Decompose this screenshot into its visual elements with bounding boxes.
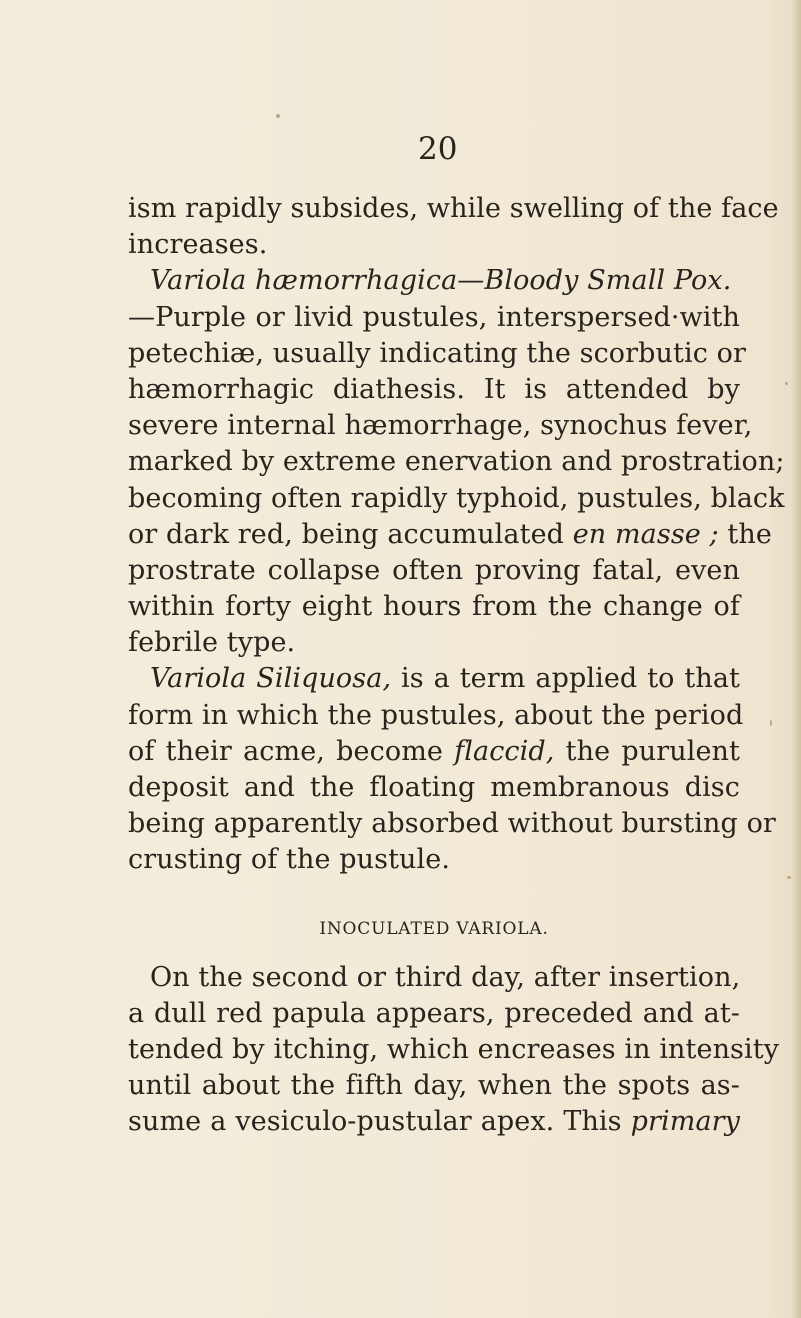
paragraph-lead-variola-siliquosa xyxy=(128,661,740,697)
text-line: tended by itching, which encreases in intensity xyxy=(128,1033,780,1065)
text-line xyxy=(128,734,740,770)
text-line: severe internal hæmorrhage, synochus fever, xyxy=(128,410,753,442)
text-run: of their acme, become xyxy=(128,735,455,767)
text-line: marked by extreme enervation and prostration; xyxy=(128,446,785,478)
text-line: becoming often rapidly typhoid, pustules, black xyxy=(128,482,785,514)
page-edge-shadow xyxy=(791,0,801,1318)
text-line: form in which the pustules, about the period xyxy=(128,699,744,731)
page-number: 20 xyxy=(418,131,458,167)
text-run: is a term applied to that xyxy=(391,663,740,695)
paper-speck xyxy=(785,382,788,385)
text-line: ism rapidly subsides, while swelling of the face xyxy=(128,193,779,224)
text-line: a dull red papula appears, preceded and at- xyxy=(128,997,740,1029)
text-line: —Purple or livid pustules, interspersed·with xyxy=(128,301,740,333)
text-line: prostrate collapse often proving fatal, even xyxy=(128,554,740,586)
body-text xyxy=(128,191,785,1141)
text-run: the xyxy=(718,518,772,550)
text-line: petechiæ, usually indicating the scorbutic or xyxy=(128,337,746,369)
paper-speck xyxy=(787,876,791,879)
text-run: or dark red, being accumulated xyxy=(128,518,573,550)
italic-phrase-en-masse: en masse ; xyxy=(572,518,719,550)
text-run: the purulent xyxy=(554,735,740,767)
italic-heading-variola-haemorrhagica: Variola hæmorrhagica—Bloody Small Pox. xyxy=(150,265,732,297)
section-heading: INOCULATED VARIOLA. xyxy=(319,918,549,939)
text-line: being apparently absorbed without bursting or xyxy=(128,808,776,840)
text-run: sume a vesiculo-pustular apex. This xyxy=(128,1106,631,1138)
text-line: On the second or third day, after insertion, xyxy=(150,961,741,993)
text-line: febrile type. xyxy=(128,627,296,659)
italic-word-flaccid: flaccid, xyxy=(454,735,555,767)
italic-heading-variola-siliquosa: Variola Siliquosa, xyxy=(150,663,392,695)
text-line xyxy=(128,1104,740,1140)
text-line: within forty eight hours from the change of xyxy=(128,591,740,623)
italic-word-primary: primary xyxy=(630,1106,740,1138)
text-line xyxy=(128,517,772,553)
text-line: deposit and the floating membranous disc xyxy=(128,772,740,803)
paper-speck xyxy=(276,114,280,118)
text-line: hæmorrhagic diathesis. It is attended by xyxy=(128,373,740,405)
text-line: crusting of the pustule. xyxy=(128,844,451,876)
text-line: increases. xyxy=(128,229,268,261)
paper-speck xyxy=(770,720,772,726)
text-line: until about the fifth day, when the spots as- xyxy=(128,1070,740,1102)
paragraph-lead-bloody-small-pox xyxy=(128,263,740,299)
